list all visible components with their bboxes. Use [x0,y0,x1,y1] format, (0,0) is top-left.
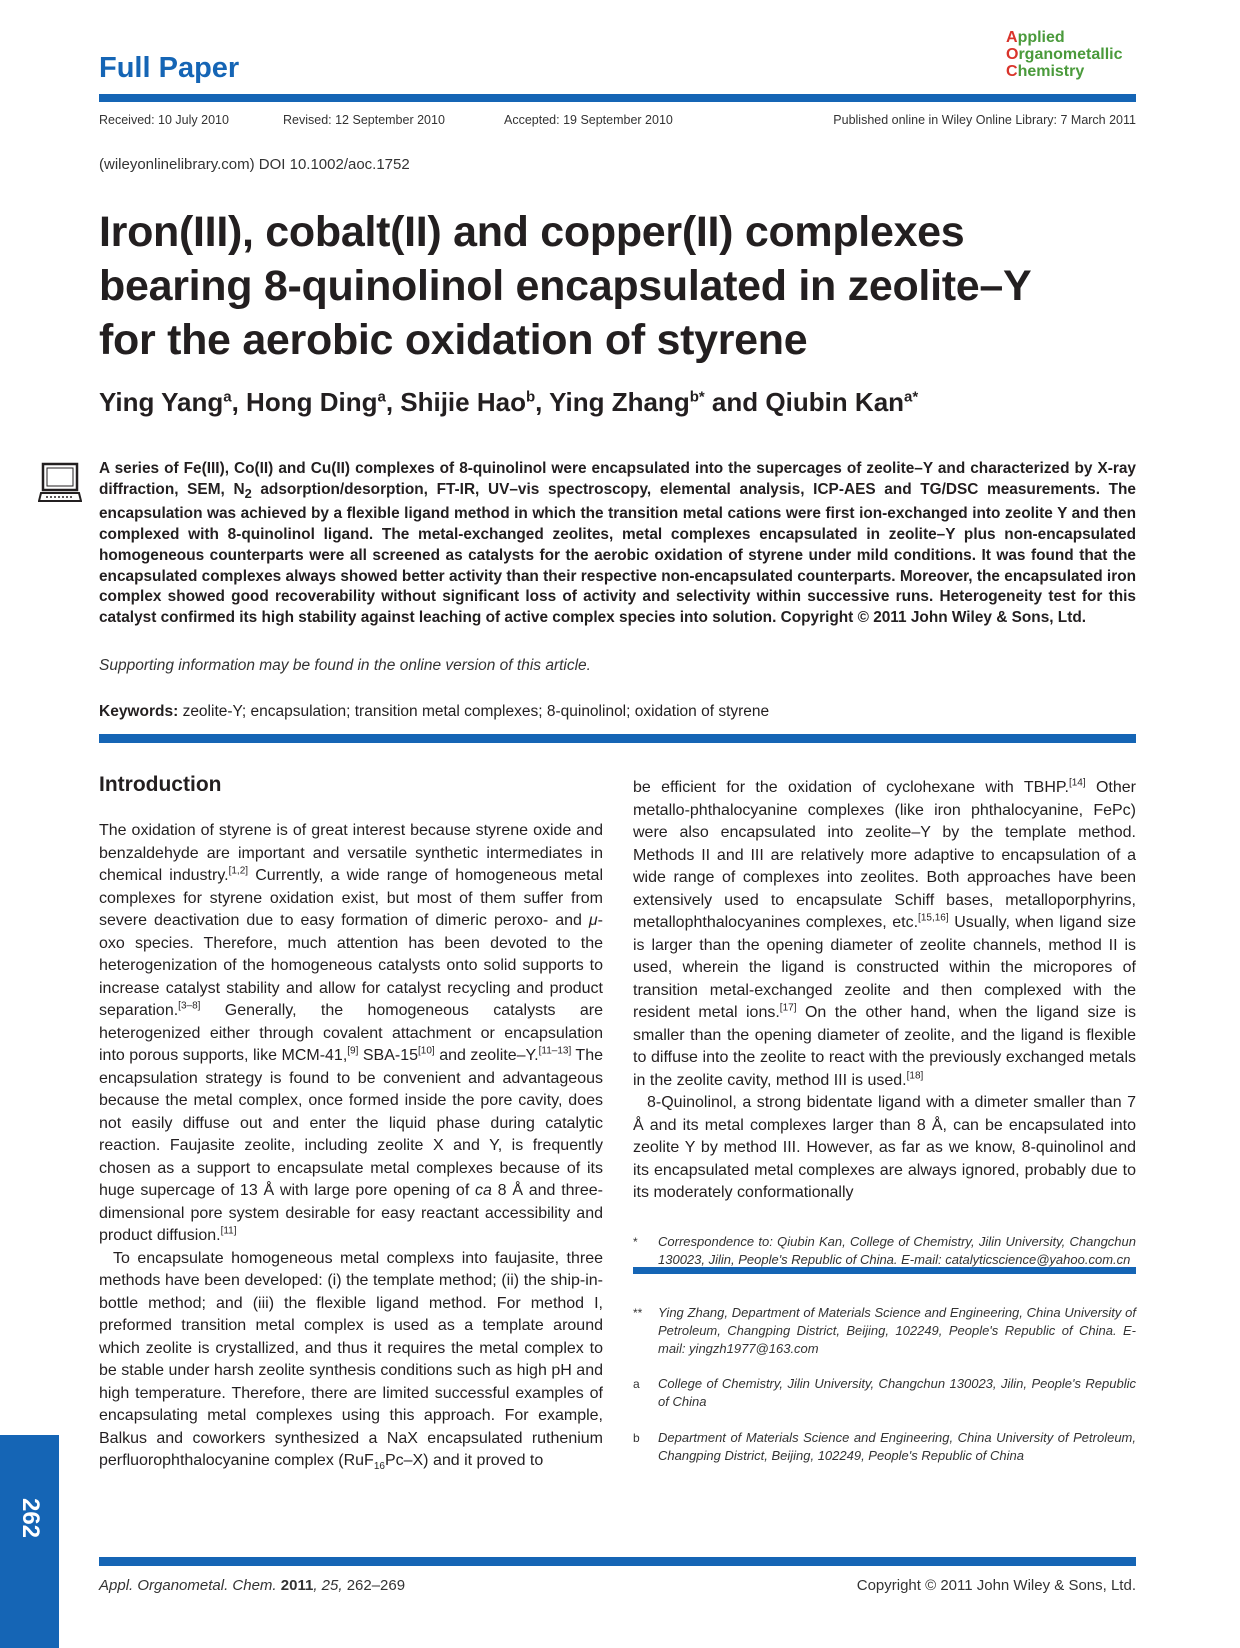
author-affiliation-mark: a [223,388,232,406]
title-line: bearing 8-quinolinol encapsulated in zeolite–Y [99,262,1032,310]
body-paragraph: 8-Quinolinol, a strong bidentate ligand with a dimeter smaller than 7 Å and its metal complexes larger than 8 Å, can be encapsulated into zeolite Y by method III. However, as far as we know, 8-quinolinol and its encapsulated metal complexes are always ignored, probably due to its moderately conformationally [633,1094,1136,1201]
author-affiliation-mark: a* [904,388,919,406]
article-title [99,205,1159,367]
header-rule [99,94,1136,102]
footer-volume: 25 [321,1577,339,1594]
computer-icon[interactable] [38,462,82,504]
section-rule [99,734,1136,743]
footer-journal: Appl. Organometal. Chem. [99,1577,277,1594]
author-name: Shijie Hao [400,387,526,417]
logo-initial: C [1006,63,1018,80]
footer-pages: 262–269 [346,1577,406,1594]
footer-rule [99,1557,1136,1566]
doi-link[interactable]: (wileyonlinelibrary.com) DOI 10.1002/aoc.1752 [99,156,410,173]
body-paragraph: be efficient for the oxidation of cyclohexane with TBHP.[14] Other metallo-phthalocyanine complexes (like iron phthalocyanine, FePc) were also encapsulated into zeolite–Y by the template method. Methods II and III are relatively more adaptive to encapsulation of a wide range of complexes into zeolites. Both approaches have been extensively used to encapsulate Schiff bases, metalloporphyrins, metallophthalocyanines complexes, etc.[15,16] Usually, when ligand size is larger than the opening diameter of zeolite channels, method II is used, wherein the ligand is constructed within the micropores of transition metal-exchanged zeolite and then complexed with the resident metal ions.[17] On the other hand, when the ligand size is smaller than the opening diameter of zeolite, and the ligand is flexible to diffuse into the zeolite to react with the previously exchanged metals in the zeolite cavity, method III is used.[18] [633,777,1137,1089]
footer-citation: Appl. Organometal. Chem. 2011, 25, 262–269 [99,1577,406,1594]
article-type-label: Full Paper [99,52,240,84]
body-column-left [99,820,603,1473]
keywords-label: Keywords: [99,703,179,720]
author-name: Ying Yang [99,387,224,417]
body-column-right [633,777,1136,1205]
body-paragraph: The oxidation of styrene is of great interest because styrene oxide and benzaldehyde are important and versatile synthetic intermediates in chemical industry.[1,2] Currently, a wide range of homogeneous metal complexes for styrene oxidation exist, but most of them suffer from severe deactivation due to easy formation of dimeric peroxo- and μ-oxo species. Therefore, much attention has been devoted to the heterogenization of the homogeneous catalysts onto solid supports to increase catalyst stability and allow for catalyst recycling and product separation.[3–8] Generally, the homogeneous catalysts are heterogenized either through covalent attachment or encapsulation into porous supports, like MCM-41,[9] SBA-15[10] and zeolite–Y.[11–13] The encapsulation strategy is found to be convenient and advantageous because the metal complex, once formed inside the pore cavity, does not easily diffuse out and enter the liquid phase during catalytic reaction. Faujasite zeolite, including zeolite X and Y, is frequently chosen as a support to encapsulate metal complexes because of its huge supercage of 13 Å with large pore opening of ca 8 Å and three-dimensional pore system desirable for easy reactant accessibility and product diffusion.[11] [99,822,604,1244]
keywords-text: zeolite-Y; encapsulation; transition metal complexes; 8-quinolinol; oxidation of styrene [182,703,770,720]
section-heading-introduction: Introduction [99,773,222,796]
correspondence-mark: * [633,1235,638,1249]
title-line: for the aerobic oxidation of styrene [99,316,808,364]
logo-word-rest: pplied [1017,29,1065,46]
author-affiliation-mark: b [525,388,536,406]
correspondence-mark: ** [633,1306,643,1320]
journal-logo [1006,29,1122,80]
correspondence-entry [633,1429,1136,1465]
author-name: Qiubin Kan [765,387,905,417]
author-name: Hong Ding [246,387,378,417]
author-list: Ying Yang$^a$, Hong Ding$^a$, Shijie Hao$^b$, Ying Zhang$^{b*}$ and Qiubin Kan$^{a*}$ [99,387,919,417]
accepted-date: Accepted: 19 September 2010 [504,113,673,127]
title-line: Iron(III), cobalt(II) and copper(II) complexes [99,208,965,256]
correspondence-text: Ying Zhang, Department of Materials Science and Engineering, China University of Petroleum, Changping District, Beijing, 102249, People's Republic of China. E-mail: yingzh1977@163.com [658,1305,1136,1356]
author-affiliation-mark: b* [689,388,705,406]
author-affiliation-mark: a [377,388,386,406]
correspondence-text: Department of Materials Science and Engineering, China University of Petroleum, Changping District, Beijing, 102249, People's Republic of China [658,1430,1136,1463]
received-date: Received: 10 July 2010 [99,113,229,127]
correspondence-entry [633,1375,1136,1411]
correspondence-mark: b [633,1431,640,1445]
logo-word-rest: rganometallic [1018,46,1123,63]
published-date: Published online in Wiley Online Library: 7 March 2011 [833,113,1136,127]
logo-word-rest: hemistry [1017,63,1085,80]
footer-year: 2011 [280,1577,314,1594]
correspondence-text: College of Chemistry, Jilin University, Changchun 130023, Jilin, People's Republic of China [658,1376,1136,1409]
correspondence-entry [633,1233,1136,1269]
abstract: A series of Fe(III), Co(II) and Cu(II) complexes of 8-quinolinol were encapsulated into the supercages of zeolite–Y and characterized by X-ray diffraction, SEM, $N_2$ adsorption/desorption, FT-IR, UV–vis spectroscopy, elemental analysis, ICP-AES and TG/DSC measurements. The encapsulation was achieved by a flexible ligand method in which the transition metal cations were first ion-exchanged into zeolite Y and then complexed with 8-quinolinol ligand. The metal-exchanged zeolites, metal complexes encapsulated in zeolite–Y plus non-encapsulated homogeneous counterparts were all screened as catalysts for the aerobic oxidation of styrene under mild conditions. It was found that the encapsulated complexes always showed better activity than their respective non-encapsulated counterparts. Moreover, the encapsulated iron complex showed good recoverability without significant loss of activity and selectivity within successive runs. Heterogeneity test for this catalyst confirmed its high stability against leaching of active complex species into solution. Copyright © 2011 John Wiley & Sons, Ltd. [99,460,1136,626]
revised-date: Revised: 12 September 2010 [283,113,445,127]
correspondence-text: Correspondence to: Qiubin Kan, College of Chemistry, Jilin University, Changchun 130023, Jilin, People's Republic of China. E-mail: catalyticscience@yahoo.com.cn [658,1234,1136,1267]
body-paragraph: To encapsulate homogeneous metal complexs into faujasite, three methods have been developed: (i) the template method; (ii) the ship-in-bottle method; and (iii) the flexible ligand method. For method I, preformed transition metal complex is used as a template around which zeolite is crystallized, and thus it requires the metal complex to be stable under harsh zeolite synthesis conditions such as high pH and high temperature. Therefore, there are limited successful examples of encapsulating metal complexes using this approach. For example, Balkus and coworkers synthesized a NaX encapsulated ruthenium perfluorophthalocyanine complex (RuF$_{16}$Pc–X) and it proved to [99,1249,603,1473]
correspondence-mark: a [633,1377,640,1391]
keywords [99,703,769,721]
logo-initial: O [1006,46,1019,63]
logo-initial: A [1006,29,1018,46]
author-name: Ying Zhang [549,387,690,417]
page-number-tab [0,1435,59,1648]
page-number: 262 [17,1497,44,1539]
footer-copyright: Copyright © 2011 John Wiley & Sons, Ltd. [856,1577,1136,1594]
correspondence-entry [633,1304,1136,1358]
supporting-info-note: Supporting information may be found in the online version of this article. [99,657,591,674]
